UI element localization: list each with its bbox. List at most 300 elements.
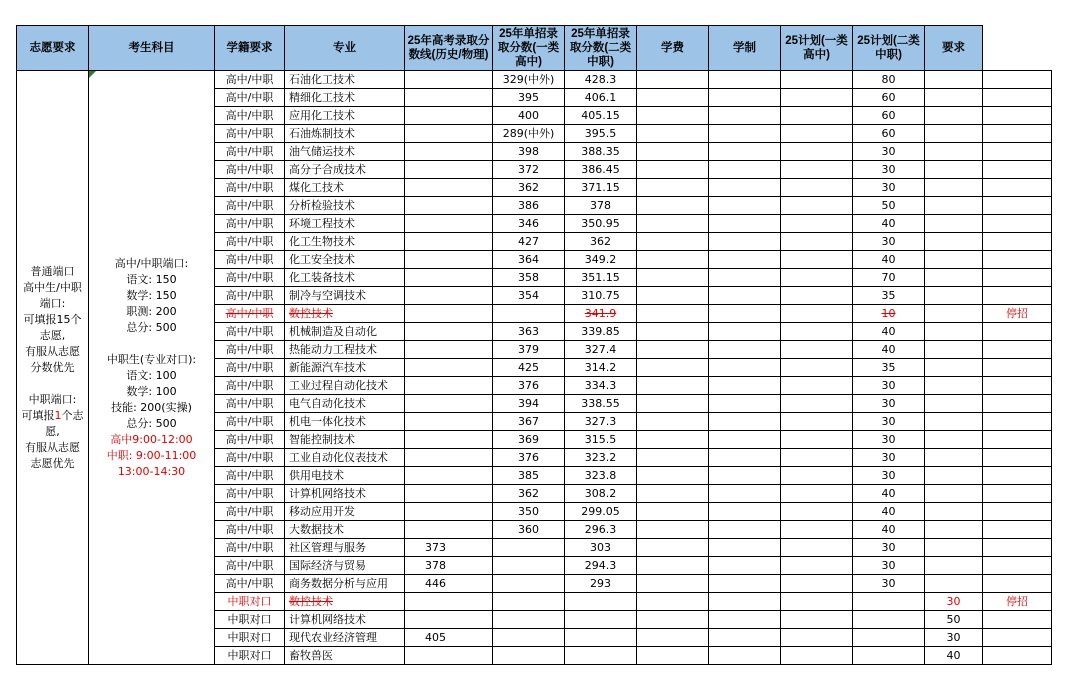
enrollment-status-cell[interactable] [215, 521, 285, 539]
gaokao-score-center-cell[interactable] [493, 305, 565, 323]
enrollment-status-cell[interactable] [215, 143, 285, 161]
plan-highschool-cell[interactable] [853, 395, 925, 413]
major-cell[interactable] [285, 611, 405, 629]
duration-cell[interactable] [781, 377, 853, 395]
header-cell[interactable]: 考生科目 [89, 26, 215, 71]
duration-cell[interactable] [781, 575, 853, 593]
requirement-cell[interactable] [983, 611, 1052, 629]
plan-vocational-cell[interactable] [925, 215, 983, 233]
requirement-cell[interactable] [983, 629, 1052, 647]
plan-vocational-cell[interactable] [925, 233, 983, 251]
major-cell[interactable] [285, 485, 405, 503]
enrollment-status-cell[interactable] [215, 539, 285, 557]
gaokao-score-center-cell[interactable] [493, 467, 565, 485]
plan-vocational-cell[interactable] [925, 359, 983, 377]
tuition-cell[interactable] [709, 107, 781, 125]
gaokao-score-cell[interactable] [405, 557, 493, 575]
requirement-cell[interactable] [983, 341, 1052, 359]
gaokao-score-center-cell[interactable] [493, 647, 565, 665]
enrollment-status-cell[interactable] [215, 611, 285, 629]
single-admission-score-cell[interactable] [565, 107, 637, 125]
tuition-cell[interactable] [709, 449, 781, 467]
gaokao-score-center-cell[interactable] [493, 485, 565, 503]
requirement-cell[interactable] [983, 251, 1052, 269]
enrollment-status-cell[interactable] [215, 629, 285, 647]
enrollment-status-cell[interactable] [215, 467, 285, 485]
tuition-cell[interactable] [709, 197, 781, 215]
gaokao-score-center-cell[interactable] [493, 89, 565, 107]
requirement-cell[interactable] [983, 107, 1052, 125]
major-cell[interactable] [285, 251, 405, 269]
major-cell[interactable] [285, 575, 405, 593]
exam-subjects-cell[interactable] [89, 71, 215, 665]
gaokao-score-cell[interactable] [405, 233, 493, 251]
header-cell[interactable]: 25年高考录取分数线(历史/物理) [405, 26, 493, 71]
single-admission-score-vocational-cell[interactable] [637, 287, 709, 305]
duration-cell[interactable] [781, 539, 853, 557]
plan-vocational-cell[interactable] [925, 71, 983, 89]
single-admission-score-cell[interactable] [565, 143, 637, 161]
tuition-cell[interactable] [709, 161, 781, 179]
duration-cell[interactable] [781, 611, 853, 629]
gaokao-score-cell[interactable] [405, 125, 493, 143]
plan-highschool-cell[interactable] [853, 449, 925, 467]
requirement-cell[interactable] [983, 143, 1052, 161]
enrollment-status-cell[interactable] [215, 305, 285, 323]
single-admission-score-cell[interactable] [565, 539, 637, 557]
requirement-cell[interactable] [983, 305, 1052, 323]
plan-highschool-cell[interactable] [853, 557, 925, 575]
gaokao-score-cell[interactable] [405, 395, 493, 413]
duration-cell[interactable] [781, 449, 853, 467]
enrollment-status-cell[interactable] [215, 323, 285, 341]
plan-vocational-cell[interactable] [925, 557, 983, 575]
plan-highschool-cell[interactable] [853, 89, 925, 107]
gaokao-score-center-cell[interactable] [493, 107, 565, 125]
tuition-cell[interactable] [709, 539, 781, 557]
single-admission-score-vocational-cell[interactable] [637, 503, 709, 521]
header-cell[interactable]: 学费 [637, 26, 709, 71]
single-admission-score-vocational-cell[interactable] [637, 233, 709, 251]
requirement-cell[interactable] [983, 215, 1052, 233]
plan-vocational-cell[interactable] [925, 449, 983, 467]
tuition-cell[interactable] [709, 215, 781, 233]
major-cell[interactable] [285, 215, 405, 233]
duration-cell[interactable] [781, 251, 853, 269]
major-cell[interactable] [285, 161, 405, 179]
gaokao-score-center-cell[interactable] [493, 161, 565, 179]
single-admission-score-cell[interactable] [565, 395, 637, 413]
gaokao-score-cell[interactable] [405, 611, 493, 629]
enrollment-status-cell[interactable] [215, 593, 285, 611]
plan-vocational-cell[interactable] [925, 503, 983, 521]
requirement-cell[interactable] [983, 89, 1052, 107]
header-cell[interactable]: 学制 [709, 26, 781, 71]
single-admission-score-cell[interactable] [565, 611, 637, 629]
single-admission-score-vocational-cell[interactable] [637, 521, 709, 539]
gaokao-score-cell[interactable] [405, 323, 493, 341]
plan-highschool-cell[interactable] [853, 341, 925, 359]
plan-vocational-cell[interactable] [925, 395, 983, 413]
major-cell[interactable] [285, 557, 405, 575]
gaokao-score-cell[interactable] [405, 503, 493, 521]
gaokao-score-center-cell[interactable] [493, 431, 565, 449]
single-admission-score-cell[interactable] [565, 251, 637, 269]
tuition-cell[interactable] [709, 323, 781, 341]
plan-highschool-cell[interactable] [853, 377, 925, 395]
gaokao-score-center-cell[interactable] [493, 323, 565, 341]
gaokao-score-cell[interactable] [405, 647, 493, 665]
gaokao-score-center-cell[interactable] [493, 395, 565, 413]
gaokao-score-center-cell[interactable] [493, 611, 565, 629]
duration-cell[interactable] [781, 71, 853, 89]
header-cell[interactable]: 25计划(二类中职) [853, 26, 925, 71]
major-cell[interactable] [285, 449, 405, 467]
gaokao-score-cell[interactable] [405, 305, 493, 323]
gaokao-score-cell[interactable] [405, 467, 493, 485]
tuition-cell[interactable] [709, 593, 781, 611]
gaokao-score-cell[interactable] [405, 197, 493, 215]
major-cell[interactable] [285, 467, 405, 485]
major-cell[interactable] [285, 305, 405, 323]
gaokao-score-center-cell[interactable] [493, 215, 565, 233]
gaokao-score-center-cell[interactable] [493, 593, 565, 611]
requirement-cell[interactable] [983, 71, 1052, 89]
plan-vocational-cell[interactable] [925, 341, 983, 359]
plan-highschool-cell[interactable] [853, 611, 925, 629]
single-admission-score-vocational-cell[interactable] [637, 359, 709, 377]
tuition-cell[interactable] [709, 503, 781, 521]
gaokao-score-cell[interactable] [405, 431, 493, 449]
gaokao-score-cell[interactable] [405, 179, 493, 197]
tuition-cell[interactable] [709, 341, 781, 359]
single-admission-score-vocational-cell[interactable] [637, 395, 709, 413]
requirement-cell[interactable] [983, 431, 1052, 449]
plan-vocational-cell[interactable] [925, 413, 983, 431]
single-admission-score-vocational-cell[interactable] [637, 611, 709, 629]
plan-vocational-cell[interactable] [925, 323, 983, 341]
single-admission-score-cell[interactable] [565, 197, 637, 215]
gaokao-score-cell[interactable] [405, 269, 493, 287]
requirement-cell[interactable] [983, 575, 1052, 593]
enrollment-status-cell[interactable] [215, 233, 285, 251]
plan-vocational-cell[interactable] [925, 287, 983, 305]
single-admission-score-cell[interactable] [565, 629, 637, 647]
single-admission-score-vocational-cell[interactable] [637, 71, 709, 89]
plan-highschool-cell[interactable] [853, 125, 925, 143]
single-admission-score-cell[interactable] [565, 179, 637, 197]
major-cell[interactable] [285, 233, 405, 251]
plan-highschool-cell[interactable] [853, 179, 925, 197]
plan-highschool-cell[interactable] [853, 161, 925, 179]
plan-highschool-cell[interactable] [853, 485, 925, 503]
tuition-cell[interactable] [709, 647, 781, 665]
enrollment-status-cell[interactable] [215, 161, 285, 179]
plan-vocational-cell[interactable] [925, 467, 983, 485]
major-cell[interactable] [285, 629, 405, 647]
plan-highschool-cell[interactable] [853, 467, 925, 485]
single-admission-score-vocational-cell[interactable] [637, 215, 709, 233]
single-admission-score-vocational-cell[interactable] [637, 251, 709, 269]
single-admission-score-cell[interactable] [565, 125, 637, 143]
duration-cell[interactable] [781, 503, 853, 521]
header-cell[interactable]: 专业 [285, 26, 405, 71]
requirement-cell[interactable] [983, 647, 1052, 665]
gaokao-score-center-cell[interactable] [493, 179, 565, 197]
plan-vocational-cell[interactable] [925, 107, 983, 125]
plan-highschool-cell[interactable] [853, 107, 925, 125]
enrollment-status-cell[interactable] [215, 575, 285, 593]
gaokao-score-center-cell[interactable] [493, 125, 565, 143]
single-admission-score-vocational-cell[interactable] [637, 197, 709, 215]
plan-highschool-cell[interactable] [853, 305, 925, 323]
major-cell[interactable] [285, 71, 405, 89]
plan-highschool-cell[interactable] [853, 287, 925, 305]
major-cell[interactable] [285, 377, 405, 395]
single-admission-score-vocational-cell[interactable] [637, 125, 709, 143]
single-admission-score-cell[interactable] [565, 503, 637, 521]
requirement-cell[interactable] [983, 413, 1052, 431]
plan-vocational-cell[interactable] [925, 251, 983, 269]
gaokao-score-cell[interactable] [405, 593, 493, 611]
gaokao-score-cell[interactable] [405, 539, 493, 557]
duration-cell[interactable] [781, 359, 853, 377]
gaokao-score-cell[interactable] [405, 143, 493, 161]
major-cell[interactable] [285, 359, 405, 377]
tuition-cell[interactable] [709, 287, 781, 305]
tuition-cell[interactable] [709, 233, 781, 251]
enrollment-status-cell[interactable] [215, 197, 285, 215]
gaokao-score-center-cell[interactable] [493, 413, 565, 431]
plan-vocational-cell[interactable] [925, 629, 983, 647]
single-admission-score-cell[interactable] [565, 71, 637, 89]
major-cell[interactable] [285, 431, 405, 449]
plan-vocational-cell[interactable] [925, 197, 983, 215]
gaokao-score-center-cell[interactable] [493, 269, 565, 287]
gaokao-score-cell[interactable] [405, 629, 493, 647]
plan-highschool-cell[interactable] [853, 269, 925, 287]
gaokao-score-cell[interactable] [405, 89, 493, 107]
tuition-cell[interactable] [709, 125, 781, 143]
gaokao-score-center-cell[interactable] [493, 521, 565, 539]
tuition-cell[interactable] [709, 305, 781, 323]
plan-vocational-cell[interactable] [925, 179, 983, 197]
single-admission-score-cell[interactable] [565, 359, 637, 377]
major-cell[interactable] [285, 341, 405, 359]
single-admission-score-vocational-cell[interactable] [637, 179, 709, 197]
single-admission-score-vocational-cell[interactable] [637, 629, 709, 647]
duration-cell[interactable] [781, 323, 853, 341]
requirement-cell[interactable] [983, 287, 1052, 305]
single-admission-score-cell[interactable] [565, 305, 637, 323]
requirement-cell[interactable] [983, 485, 1052, 503]
gaokao-score-center-cell[interactable] [493, 287, 565, 305]
single-admission-score-cell[interactable] [565, 521, 637, 539]
plan-highschool-cell[interactable] [853, 431, 925, 449]
gaokao-score-cell[interactable] [405, 341, 493, 359]
gaokao-score-cell[interactable] [405, 413, 493, 431]
plan-vocational-cell[interactable] [925, 485, 983, 503]
single-admission-score-vocational-cell[interactable] [637, 467, 709, 485]
major-cell[interactable] [285, 89, 405, 107]
plan-vocational-cell[interactable] [925, 647, 983, 665]
requirement-cell[interactable] [983, 323, 1052, 341]
single-admission-score-cell[interactable] [565, 647, 637, 665]
duration-cell[interactable] [781, 161, 853, 179]
enrollment-status-cell[interactable] [215, 449, 285, 467]
plan-vocational-cell[interactable] [925, 305, 983, 323]
requirement-cell[interactable] [983, 593, 1052, 611]
single-admission-score-cell[interactable] [565, 269, 637, 287]
duration-cell[interactable] [781, 557, 853, 575]
tuition-cell[interactable] [709, 269, 781, 287]
gaokao-score-cell[interactable] [405, 71, 493, 89]
tuition-cell[interactable] [709, 575, 781, 593]
header-cell[interactable]: 25年单招录取分数(二类中职) [565, 26, 637, 71]
single-admission-score-vocational-cell[interactable] [637, 557, 709, 575]
plan-highschool-cell[interactable] [853, 233, 925, 251]
gaokao-score-cell[interactable] [405, 575, 493, 593]
single-admission-score-vocational-cell[interactable] [637, 593, 709, 611]
requirement-cell[interactable] [983, 503, 1052, 521]
plan-highschool-cell[interactable] [853, 413, 925, 431]
tuition-cell[interactable] [709, 557, 781, 575]
gaokao-score-center-cell[interactable] [493, 359, 565, 377]
single-admission-score-vocational-cell[interactable] [637, 449, 709, 467]
single-admission-score-vocational-cell[interactable] [637, 107, 709, 125]
single-admission-score-vocational-cell[interactable] [637, 269, 709, 287]
single-admission-score-cell[interactable] [565, 233, 637, 251]
enrollment-status-cell[interactable] [215, 431, 285, 449]
tuition-cell[interactable] [709, 395, 781, 413]
duration-cell[interactable] [781, 197, 853, 215]
duration-cell[interactable] [781, 143, 853, 161]
enrollment-status-cell[interactable] [215, 107, 285, 125]
duration-cell[interactable] [781, 413, 853, 431]
gaokao-score-cell[interactable] [405, 161, 493, 179]
gaokao-score-cell[interactable] [405, 359, 493, 377]
gaokao-score-cell[interactable] [405, 521, 493, 539]
major-cell[interactable] [285, 125, 405, 143]
enrollment-status-cell[interactable] [215, 395, 285, 413]
plan-vocational-cell[interactable] [925, 125, 983, 143]
enrollment-status-cell[interactable] [215, 287, 285, 305]
tuition-cell[interactable] [709, 359, 781, 377]
duration-cell[interactable] [781, 215, 853, 233]
enrollment-status-cell[interactable] [215, 89, 285, 107]
single-admission-score-cell[interactable] [565, 215, 637, 233]
gaokao-score-cell[interactable] [405, 215, 493, 233]
plan-highschool-cell[interactable] [853, 143, 925, 161]
duration-cell[interactable] [781, 341, 853, 359]
single-admission-score-vocational-cell[interactable] [637, 89, 709, 107]
plan-highschool-cell[interactable] [853, 521, 925, 539]
major-cell[interactable] [285, 521, 405, 539]
plan-highschool-cell[interactable] [853, 71, 925, 89]
gaokao-score-center-cell[interactable] [493, 197, 565, 215]
gaokao-score-center-cell[interactable] [493, 449, 565, 467]
duration-cell[interactable] [781, 125, 853, 143]
plan-highschool-cell[interactable] [853, 593, 925, 611]
single-admission-score-vocational-cell[interactable] [637, 539, 709, 557]
header-cell[interactable]: 学籍要求 [215, 26, 285, 71]
single-admission-score-cell[interactable] [565, 377, 637, 395]
gaokao-score-cell[interactable] [405, 107, 493, 125]
plan-highschool-cell[interactable] [853, 539, 925, 557]
major-cell[interactable] [285, 197, 405, 215]
plan-vocational-cell[interactable] [925, 89, 983, 107]
plan-vocational-cell[interactable] [925, 143, 983, 161]
major-cell[interactable] [285, 323, 405, 341]
volunteer-requirement-cell[interactable] [17, 71, 89, 665]
single-admission-score-vocational-cell[interactable] [637, 143, 709, 161]
duration-cell[interactable] [781, 233, 853, 251]
major-cell[interactable] [285, 107, 405, 125]
single-admission-score-vocational-cell[interactable] [637, 647, 709, 665]
single-admission-score-cell[interactable] [565, 557, 637, 575]
requirement-cell[interactable] [983, 161, 1052, 179]
duration-cell[interactable] [781, 647, 853, 665]
header-cell[interactable]: 要求 [925, 26, 983, 71]
enrollment-status-cell[interactable] [215, 215, 285, 233]
enrollment-status-cell[interactable] [215, 377, 285, 395]
single-admission-score-cell[interactable] [565, 449, 637, 467]
gaokao-score-cell[interactable] [405, 287, 493, 305]
gaokao-score-center-cell[interactable] [493, 629, 565, 647]
single-admission-score-vocational-cell[interactable] [637, 377, 709, 395]
plan-highschool-cell[interactable] [853, 629, 925, 647]
gaokao-score-center-cell[interactable] [493, 377, 565, 395]
gaokao-score-center-cell[interactable] [493, 71, 565, 89]
tuition-cell[interactable] [709, 467, 781, 485]
single-admission-score-cell[interactable] [565, 89, 637, 107]
plan-highschool-cell[interactable] [853, 359, 925, 377]
enrollment-status-cell[interactable] [215, 251, 285, 269]
single-admission-score-vocational-cell[interactable] [637, 305, 709, 323]
tuition-cell[interactable] [709, 143, 781, 161]
tuition-cell[interactable] [709, 485, 781, 503]
single-admission-score-cell[interactable] [565, 467, 637, 485]
gaokao-score-center-cell[interactable] [493, 557, 565, 575]
requirement-cell[interactable] [983, 125, 1052, 143]
duration-cell[interactable] [781, 179, 853, 197]
gaokao-score-center-cell[interactable] [493, 341, 565, 359]
gaokao-score-cell[interactable] [405, 251, 493, 269]
major-cell[interactable] [285, 287, 405, 305]
plan-vocational-cell[interactable] [925, 575, 983, 593]
enrollment-status-cell[interactable] [215, 125, 285, 143]
gaokao-score-cell[interactable] [405, 449, 493, 467]
major-cell[interactable] [285, 143, 405, 161]
plan-highschool-cell[interactable] [853, 215, 925, 233]
gaokao-score-center-cell[interactable] [493, 575, 565, 593]
plan-highschool-cell[interactable] [853, 323, 925, 341]
single-admission-score-cell[interactable] [565, 161, 637, 179]
single-admission-score-cell[interactable] [565, 593, 637, 611]
plan-vocational-cell[interactable] [925, 539, 983, 557]
gaokao-score-cell[interactable] [405, 485, 493, 503]
single-admission-score-vocational-cell[interactable] [637, 341, 709, 359]
plan-vocational-cell[interactable] [925, 521, 983, 539]
gaokao-score-center-cell[interactable] [493, 251, 565, 269]
enrollment-status-cell[interactable] [215, 413, 285, 431]
plan-vocational-cell[interactable] [925, 377, 983, 395]
major-cell[interactable] [285, 413, 405, 431]
single-admission-score-vocational-cell[interactable] [637, 485, 709, 503]
requirement-cell[interactable] [983, 557, 1052, 575]
plan-highschool-cell[interactable] [853, 575, 925, 593]
major-cell[interactable] [285, 539, 405, 557]
